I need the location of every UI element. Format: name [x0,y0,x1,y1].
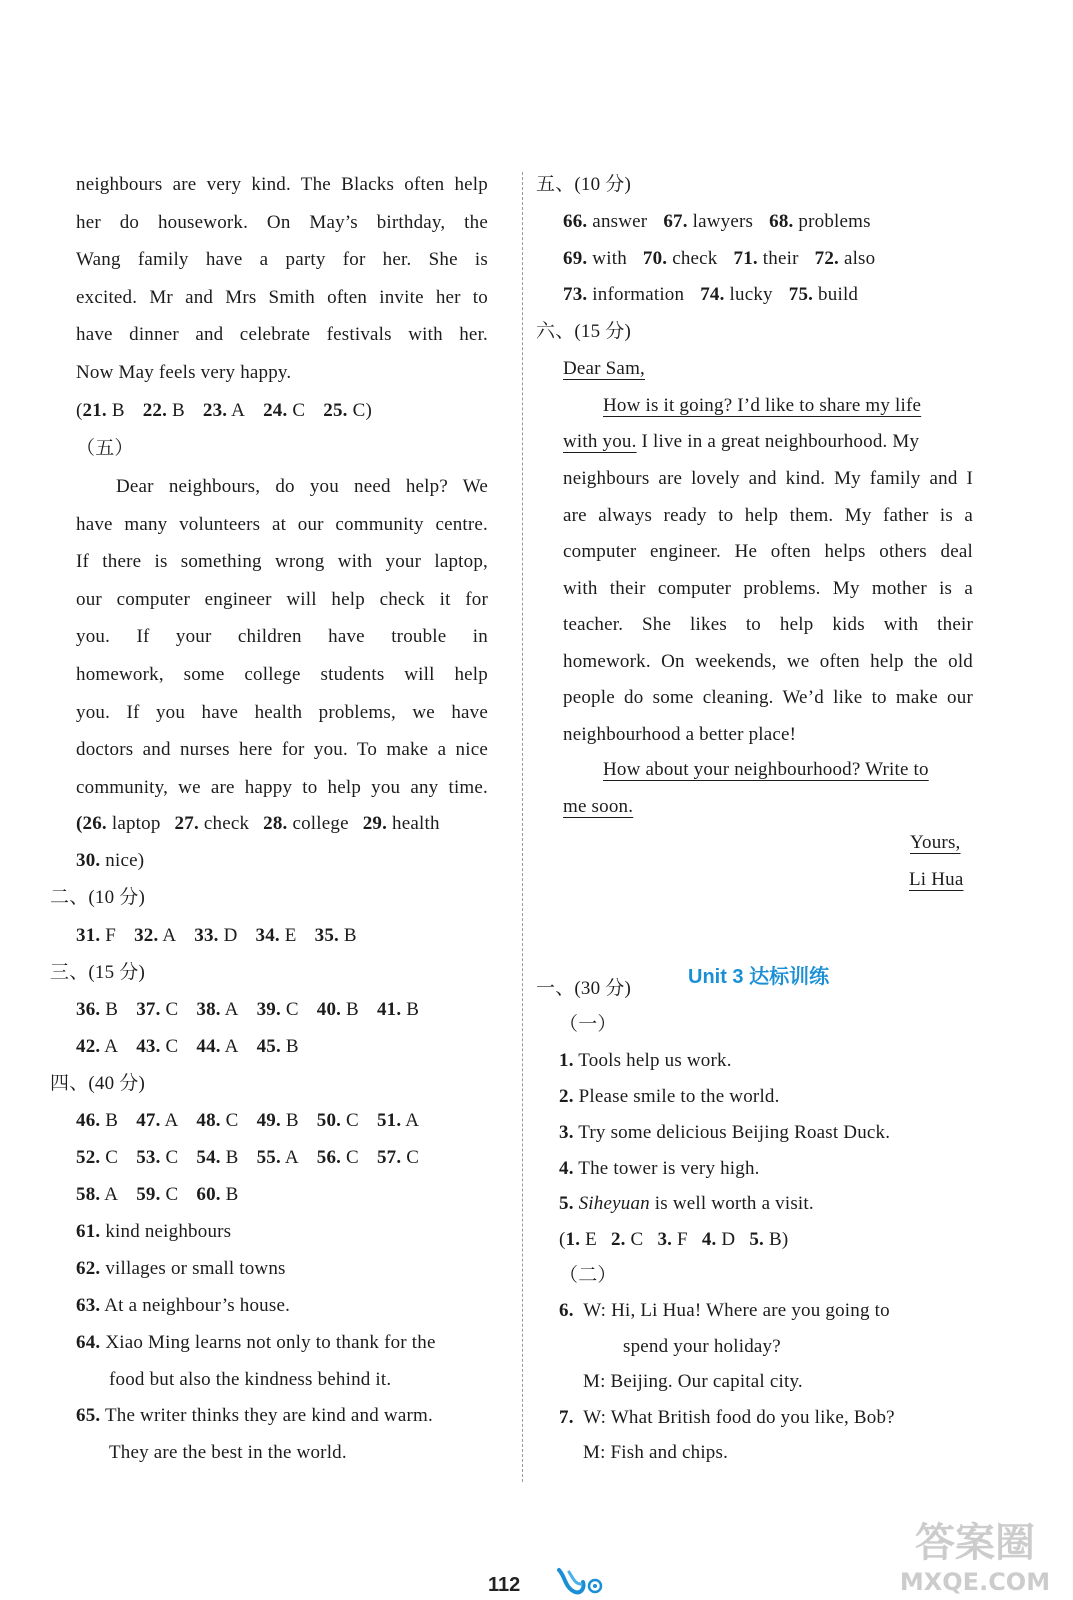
publisher-logo-icon [555,1566,607,1596]
sentence-text: Please smile to the world. [573,1086,780,1107]
answer-65: 65. The writer thinks they are kind and warm. [76,1405,433,1426]
sentence-number: 3. [559,1122,574,1143]
answer-item [136,1110,178,1131]
answer-item [317,1110,359,1131]
answer-number: 47. [136,1110,161,1131]
answer-value: B [341,999,359,1020]
answer-item [789,284,858,305]
letter-greeting: Dear Sam, [563,358,645,379]
answer-item [643,248,718,269]
letter-line: teacher. She likes to help kids with their [563,614,973,635]
answer-value: C [160,1147,179,1168]
answer-item [769,211,871,232]
answer-value: A [100,1036,119,1057]
answer-value: A [100,1184,119,1205]
answer-item [377,1147,419,1168]
letter-closing-line1: How about your neighbourhood? Write to [603,759,929,780]
answer-value: D [716,1229,736,1250]
answers-26-29 [76,812,440,836]
sentence-number: 1. [559,1050,574,1071]
letter-line: homework. On weekends, we often help the old [563,650,973,672]
answer-number: 70. [642,248,668,269]
answer-item [175,813,250,834]
answer-number: 37. [136,999,161,1020]
answer-62: 62. villages or small towns [76,1258,286,1279]
answer-number: 48. [196,1110,221,1131]
answer-item [257,999,299,1020]
section-5-answers-row2 [563,247,875,271]
answer-value: check [198,813,250,834]
answer-value: health [387,813,440,834]
answer-item [563,211,647,232]
answer-value: B [338,925,357,946]
answer-number: 41. [376,999,402,1020]
answer-number: 40. [316,999,342,1020]
answer-item [317,999,359,1020]
section-3-answers-row1 [76,998,419,1022]
watermark-text-en: MXQE.COM [899,1568,1051,1596]
answer-value: A [401,1110,420,1131]
answers-30 [76,849,144,873]
answer-value: also [839,248,876,269]
dialogue-7-w: 7. W: What British food do you like, Bob? [559,1407,895,1428]
passage-line: Now May feels very happy. [76,361,292,383]
answer-item [663,211,753,232]
answer-item [136,1036,178,1057]
answer-item [196,1036,238,1057]
letter-line: neighbourhood a better place! [563,723,797,745]
answer-item [263,400,305,421]
sentence-5: 5. Siheyuan is well worth a visit. [559,1193,814,1214]
answer-value: B [167,400,185,421]
answer-item [611,1229,643,1250]
answer-value: B [220,1147,239,1168]
answer-value: their [757,248,799,269]
answer-item [196,1110,238,1131]
answer-value: C [287,400,306,421]
answer-value: C [341,1147,359,1168]
answer-value: A [227,400,246,421]
answer-number: 74. [700,284,725,305]
answer-number: 43. [136,1036,161,1057]
page-number: 112 [488,1574,521,1596]
answer-item [76,1036,118,1057]
answer-number: 2. [610,1229,626,1250]
answer-64-cont: food but also the kindness behind it. [109,1369,392,1390]
answer-item [143,400,185,421]
answer-number: 31. [76,925,101,946]
answer-number: 42. [76,1036,101,1057]
answer-number: 57. [376,1147,402,1168]
answer-number: 28. [263,813,288,834]
answer-number: (26. [76,813,107,834]
letter-closing-line2: me soon. [563,796,634,817]
answer-64: 64. Xiao Ming learns not only to thank for the [76,1332,436,1353]
answer-item [136,1184,178,1205]
letter-line: neighbours are lovely and kind. My family and I [563,468,973,489]
answer-item [194,925,237,946]
watermark-text-cn: 答案圈 [915,1520,1035,1566]
answer-number: 60. [196,1184,221,1205]
section-1-heading: 一、(30 分) [536,978,632,999]
answer-number: 59. [136,1184,161,1205]
answer-65-cont: They are the best in the world. [109,1442,347,1463]
answer-value: check [667,248,718,269]
dialogue-7-m: M: Fish and chips. [583,1442,729,1463]
answer-item [702,1229,736,1250]
answer-value: A [220,1036,239,1057]
passage-line: excited. Mr and Mrs Smith often invite her to [76,286,488,308]
answer-value: nice) [100,850,145,871]
answer-number: 52. [76,1147,101,1168]
answer-item [563,284,684,305]
answer-number: 22. [142,400,168,421]
sentence-text: Try some delicious Beijing Roast Duck. [573,1122,891,1143]
answer-number: 35. [314,925,339,946]
column-divider [522,172,523,1482]
answer-number: 34. [255,925,280,946]
answer-item [76,1184,118,1205]
answer-value: problems [793,211,871,232]
answer-number: 23. [202,400,228,421]
answer-value: B [100,999,119,1020]
answer-value: B [401,999,420,1020]
answer-number: 73. [563,284,588,305]
section-4-answers-row3 [76,1183,239,1207]
sentence-text: Tools help us work. [573,1050,732,1071]
answer-item [257,1036,299,1057]
answer-number: 45. [256,1036,281,1057]
notice-line: you. If you have health problems, we have [76,701,488,723]
answer-value: C [347,400,366,421]
answer-item [566,1229,597,1250]
answer-value: A [158,925,177,946]
answer-number: 69. [563,248,588,269]
passage-line: Wang family have a party for her. She is [76,249,488,270]
letter-opening-line2: with you. I live in a great neighbourhood. My [563,431,920,452]
answer-value: college [287,813,349,834]
answer-number: 5. [749,1229,764,1250]
answer-item [76,999,118,1020]
answer-item [323,400,365,421]
answer-value: A [160,1110,179,1131]
answer-value: C [401,1147,420,1168]
answer-item [136,999,178,1020]
answer-number: 21. [82,400,107,421]
answer-item [196,1147,238,1168]
subsection-1-heading: （一） [559,1014,617,1035]
answer-item [76,1147,118,1168]
answer-value: B [280,1036,299,1057]
notice-line: our computer engineer will help check it for [76,588,488,610]
answer-number: 49. [256,1110,281,1131]
answer-item [196,1184,238,1205]
letter-yours: Yours, [910,832,961,853]
answer-number: 66. [563,211,588,232]
answer-value: C [160,1036,179,1057]
letter-line: people do some cleaning. We’d like to make our [563,687,973,708]
answer-item [76,1110,118,1131]
answer-number: 75. [788,284,814,305]
answer-number: 53. [136,1147,161,1168]
answer-value: C [160,1184,179,1205]
answer-number: 71. [733,248,758,269]
letter-line: with their computer problems. My mother is a [563,577,973,599]
answer-value: build [813,284,859,305]
section-2-answers [76,924,357,948]
notice-line: homework, some college students will help [76,664,488,685]
answer-item [749,1229,781,1250]
answer-value: B [100,1110,119,1131]
answer-item [203,400,245,421]
answer-item [83,400,125,421]
answer-number: 58. [76,1184,101,1205]
section-4-answers-row2 [76,1146,419,1170]
answer-item [256,925,297,946]
answer-value: laptop [106,813,161,834]
answer-number: 44. [196,1036,221,1057]
answer-number: 36. [76,999,101,1020]
answers-1-5: (1. E 2. C 3. F 4. D 5. B) [559,1229,789,1250]
answer-item [377,1110,419,1131]
section-3-heading: 三、(15 分) [50,962,146,983]
answer-value: B [280,1110,299,1131]
answer-value: C [220,1110,239,1131]
sentence-text: The tower is very high. [573,1158,760,1179]
answer-value: B [764,1229,782,1250]
dialogue-6-m: M: Beijing. Our capital city. [583,1371,803,1392]
answer-item [136,1147,178,1168]
section-6-heading: 六、(15 分) [536,321,632,342]
sentence-2 [559,1085,780,1109]
answer-value: C [341,1110,359,1131]
answer-value: A [280,1147,299,1168]
answer-item [134,925,176,946]
answer-number: 38. [196,999,221,1020]
answer-item [257,1110,299,1131]
answer-item [734,248,799,269]
answer-number: 4. [701,1229,717,1250]
section-4-answers-row1 [76,1109,419,1133]
answer-number: 51. [376,1110,402,1131]
answer-value: with [587,248,627,269]
notice-line: doctors and nurses here for you. To make a nice [76,739,488,761]
answer-item [196,999,238,1020]
answer-value: E [580,1229,597,1250]
sentence-1 [559,1049,732,1073]
section-2-heading: 二、(10 分) [50,887,146,908]
sentence-3 [559,1121,890,1145]
answer-number: 30. [76,850,101,871]
answer-item [563,248,627,269]
answer-item [700,284,773,305]
answer-value: B [220,1184,239,1205]
answer-number: 1. [565,1229,581,1250]
watermark-logo-icon [885,1508,1065,1598]
answer-value: B [106,400,125,421]
answer-item [377,999,419,1020]
letter-signature: Li Hua [909,869,964,890]
answer-value: F [100,925,117,946]
sentence-4 [559,1157,760,1181]
dialogue-6-w-cont: spend your holiday? [623,1336,781,1357]
answer-number: 46. [76,1110,101,1131]
letter-line: are always ready to help them. My father is a [563,504,973,526]
answer-number: 24. [263,400,288,421]
answer-item [315,925,357,946]
answer-value: lawyers [687,211,754,232]
notice-line: you. If your children have trouble in [76,626,488,648]
answer-item [257,1147,299,1168]
answer-item [76,813,161,834]
passage-line: her do housework. On May’s birthday, the [76,211,488,233]
section-3-answers-row2 [76,1035,299,1059]
answer-number: 54. [196,1147,221,1168]
answer-number: 68. [769,211,794,232]
answer-value: E [279,925,297,946]
answer-value: C [625,1229,644,1250]
answer-number: 39. [256,999,281,1020]
answer-item [263,813,349,834]
answers-21-25: (21. B 22. B 23. A 24. C 25. C) [76,400,372,421]
answer-value: information [587,284,685,305]
unit-3-title: Unit 3 达标训练 [688,966,830,988]
notice-line: community, we are happy to help you any time. [76,776,488,798]
section-5-answers-row1 [563,210,871,234]
notice-line: Dear neighbours, do you need help? We [116,476,488,497]
answer-item [815,248,876,269]
answer-item [317,1147,359,1168]
section-4-heading: 四、(40 分) [50,1073,146,1094]
sentence-number: 4. [559,1158,574,1179]
answer-63: 63. At a neighbour’s house. [76,1295,291,1316]
answer-value: answer [587,211,648,232]
answer-number: 3. [657,1229,673,1250]
answer-number: 32. [134,925,159,946]
answer-value: A [220,999,239,1020]
passage-line: neighbours are very kind. The Blacks often help [76,174,488,195]
section-5-heading: 五、(10 分) [536,174,632,195]
answer-value: C [280,999,299,1020]
answer-value: C [100,1147,119,1168]
answer-61: 61. kind neighbours [76,1221,232,1242]
letter-opening-line1: How is it going? I’d like to share my life [603,395,922,416]
notice-line: have many volunteers at our community centre. [76,513,488,535]
letter-line: computer engineer. He often helps others deal [563,541,973,562]
passage-line: have dinner and celebrate festivals with her. [76,324,488,345]
dialogue-6-w: 6. W: Hi, Li Hua! Where are you going to [559,1300,890,1321]
answer-number: 25. [323,400,348,421]
answer-item [657,1229,687,1250]
answer-value: F [672,1229,688,1250]
answer-item [363,813,440,834]
notice-line: If there is something wrong with your laptop, [76,551,488,573]
answer-number: 67. [663,211,688,232]
sentence-number: 2. [559,1086,574,1107]
section-5-answers-row3 [563,283,858,307]
subsection-2-heading: （二） [559,1265,617,1286]
answer-number: 50. [316,1110,342,1131]
answer-item [76,925,116,946]
answer-item [76,850,144,871]
answer-number: 55. [256,1147,281,1168]
answer-number: 56. [316,1147,342,1168]
answer-value: C [160,999,179,1020]
answer-value: D [218,925,238,946]
answer-number: 72. [814,248,839,269]
subsection-5-heading: （五） [76,438,134,459]
answer-number: 33. [194,925,219,946]
answer-number: 27. [174,813,199,834]
answer-number: 29. [362,813,388,834]
answer-value: lucky [724,284,773,305]
